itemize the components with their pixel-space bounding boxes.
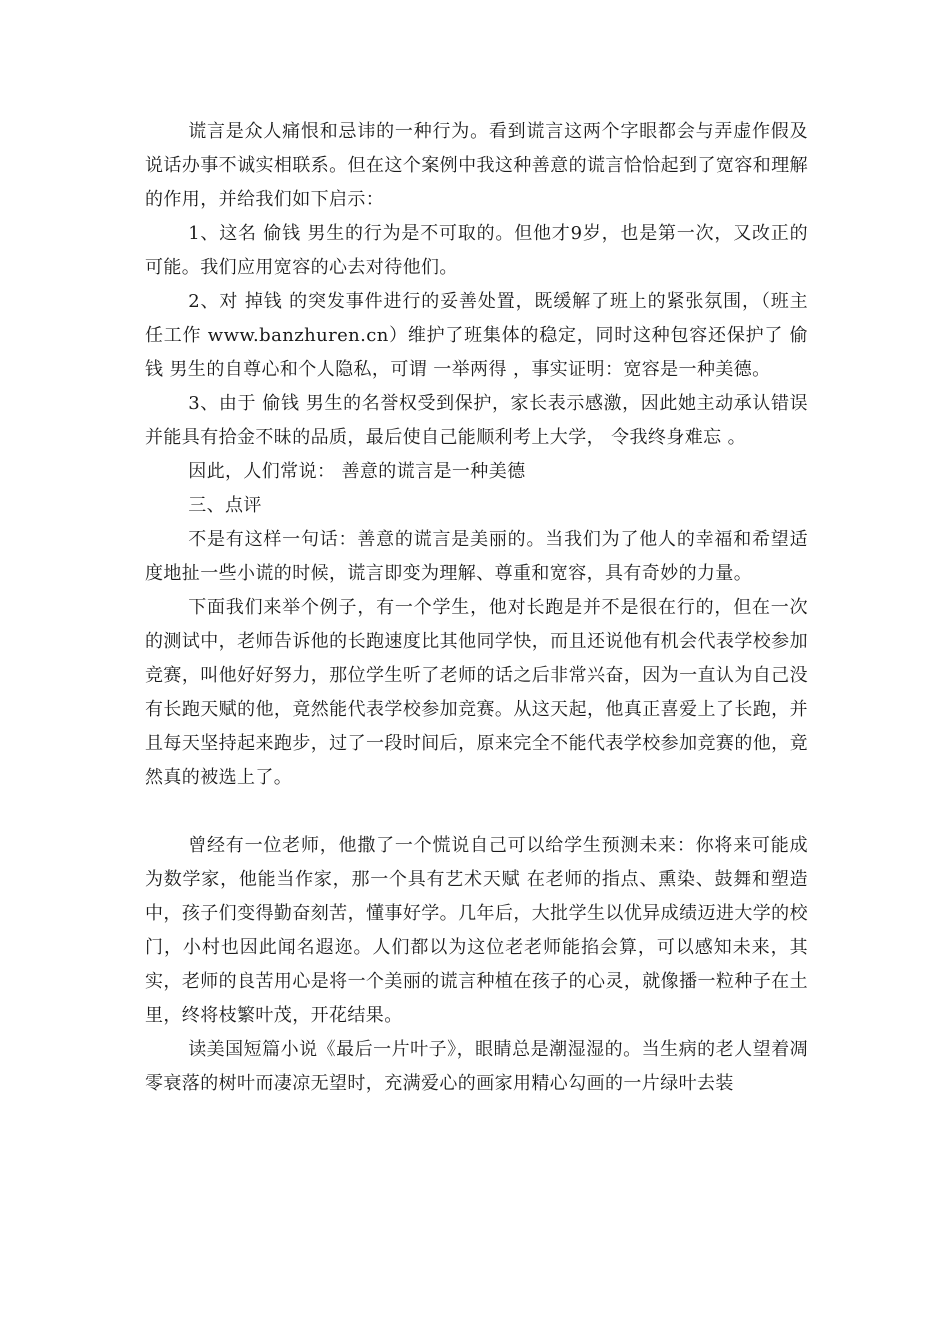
document-body <box>145 115 808 1101</box>
paragraph-review-quote: 不是有这样一句话：善意的谎言是美丽的。当我们为了他人的幸福和希望适度地扯一些小谎的时候，谎言即变为理解、尊重和宽容，具有奇妙的力量。 <box>145 529 808 584</box>
paragraph-running-example: 下面我们来举个例子，有一个学生，他对长跑是并不是很在行的，但在一次的测试中，老师告诉他的长跑速度比其他同学快，而且还说他有机会代表学校参加竞赛，叫他好好努力，那位学生听了老师的话之后非常兴奋，因为一直认为自己没有长跑天赋的他，竟然能代表学校参加竞赛。从这天起，他真正喜爱上了长跑，并且每天坚持起来跑步，过了一段时间后，原来完全不能代表学校参加竞赛的他，竟然真的被选上了。 <box>145 597 808 788</box>
paragraph-conclusion: 因此，人们常说： 善意的谎言是一种美德 <box>188 461 526 482</box>
paragraph-teacher-story: 曾经有一位老师，他撒了一个慌说自己可以给学生预测未来：你将来可能成为数学家，他能当作家，那一个具有艺术天赋 在老师的指点、熏染、鼓舞和塑造中，孩子们变得勤奋刻苦，懂事好学。几年后，大批学生以优异成绩迈进大学的校门，小村也因此闻名遐迩。人们都以为这位老老师能掐会算，可以感知未来，其实，老师的良苦用心是将一个美丽的谎言种植在孩子的心灵，就像播一粒种子在土里，终将枝繁叶茂，开花结果。 <box>145 835 808 1026</box>
paragraph-point-3: 3、由于 偷钱 男生的名誉权受到保护，家长表示感激，因此她主动承认错误并能具有拾金不昧的品质，最后使自己能顺利考上大学， 令我终身难忘 。 <box>145 393 808 448</box>
paragraph-point-1: 1、这名 偷钱 男生的行为是不可取的。但他才9岁，也是第一次，又改正的可能。我们应用宽容的心去对待他们。 <box>145 223 808 278</box>
section-heading-review: 三、点评 <box>188 495 262 516</box>
paragraph-point-2: 2、对 掉钱 的突发事件进行的妥善处置，既缓解了班上的紧张氛围，（班主任工作 www.banzhuren.cn）维护了班集体的稳定，同时这种包容还保护了 偷钱 男生的自尊心和个人隐私，可谓 一举两得 ，事实证明：宽容是一种美德。 <box>145 291 808 380</box>
paragraph-last-leaf: 读美国短篇小说《最后一片叶子》，眼睛总是潮湿湿的。当生病的老人望着凋零衰落的树叶而凄凉无望时，充满爱心的画家用精心勾画的一片绿叶去装 <box>145 1039 808 1094</box>
paragraph-gap <box>145 795 808 829</box>
paragraph-lies-intro: 谎言是众人痛恨和忌讳的一种行为。看到谎言这两个字眼都会与弄虚作假及说话办事不诚实相联系。但在这个案例中我这种善意的谎言恰恰起到了宽容和理解的作用，并给我们如下启示： <box>145 121 808 210</box>
